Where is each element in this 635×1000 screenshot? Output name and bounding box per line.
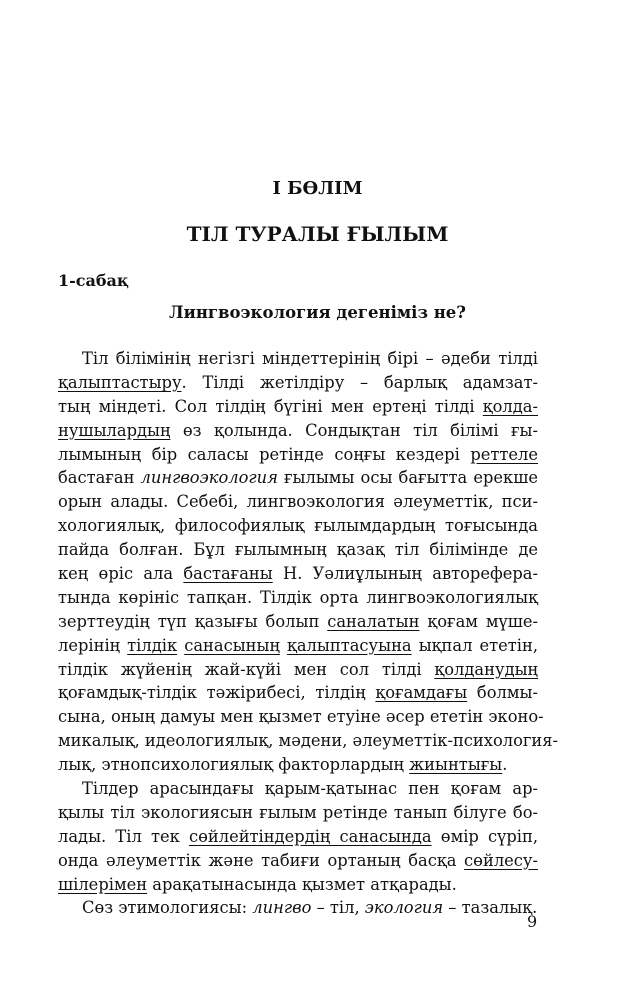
body-text [58, 347, 559, 920]
text-segment: хологиялық, философиялық ғылымдардың тоғысында [58, 516, 538, 536]
text-line [58, 586, 538, 610]
text-segment: кең өріс ала [58, 564, 184, 584]
underlined-term: санасының [184, 635, 280, 655]
text-segment: зерттеудің түп қазығы болып [58, 611, 328, 631]
text-segment: өмір сүріп, [431, 826, 539, 846]
text-line [58, 681, 538, 705]
text-line [58, 801, 538, 825]
italic-term: лингво [252, 898, 312, 918]
underlined-term: қоғамдағы [375, 683, 468, 703]
lesson-label: 1-сабақ [58, 271, 129, 290]
text-segment: ықпал ететін, [411, 635, 538, 655]
text-line [58, 538, 538, 562]
text-segment: – тіл, [311, 898, 365, 918]
text-line [58, 753, 538, 777]
text-line [58, 777, 538, 801]
part-title: І БӨЛІМ [272, 178, 363, 199]
text-line [58, 514, 538, 538]
text-segment: Сөз этимологиясы: [82, 898, 253, 918]
text-segment: онда әлеуметтік және табиғи ортаның басқа [58, 850, 465, 870]
text-segment: бастаған [58, 468, 141, 488]
text-line [58, 419, 538, 443]
text-line [58, 634, 538, 658]
text-line [58, 371, 538, 395]
section-title: ТІЛ ТУРАЛЫ ҒЫЛЫМ [186, 222, 449, 246]
underlined-term: сөйлейтіндердің санасында [188, 826, 432, 846]
underlined-term: тілдік [127, 635, 178, 655]
italic-term: экология [364, 898, 444, 918]
text-line [58, 873, 538, 897]
text-segment: Н. Уәлиұлының авторефера- [272, 564, 538, 584]
text-line [58, 395, 538, 419]
text-line [58, 490, 538, 514]
text-segment: қылы тіл экологиясын ғылым ретінде танып білуге бо- [58, 802, 538, 822]
text-segment: лерінің [58, 635, 128, 655]
text-segment: ғылымы осы бағытта ерекше [277, 468, 538, 488]
text-segment: арақатынасында қызмет атқарады. [147, 874, 457, 894]
text-segment: өз қолында. Сондықтан тіл білімі ғы- [170, 420, 538, 440]
text-segment: тында көрініс тапқан. Тілдік орта лингвоэкологиялық [58, 587, 538, 607]
text-segment: тың міндеті. Сол тілдің бүгіні мен ертеңі тілді [58, 396, 483, 416]
page-number: 9 [527, 912, 538, 931]
text-segment: – тазалық. [443, 898, 538, 918]
text-line [58, 347, 538, 371]
text-segment: лымының бір саласы ретінде соңғы кездері [58, 444, 471, 464]
text-segment: микалық, идеологиялық, мәдени, әлеуметтік-психология- [58, 731, 559, 751]
text-line [58, 849, 538, 873]
text-line [58, 825, 538, 849]
italic-term: лингвоэкология [140, 468, 278, 488]
text-segment: орын алады. Себебі, лингвоэкология әлеуметтік, пси- [58, 492, 538, 512]
underlined-term: саналатын [327, 611, 420, 631]
underlined-term: бастағаны [183, 564, 273, 584]
text-line [58, 443, 538, 467]
text-line [58, 658, 538, 682]
text-segment: Тіл білімінің негізгі міндеттерінің бірі – әдеби тілді [82, 349, 538, 368]
text-segment: сына, оның дамуы мен қызмет етуіне әсер ететін эконо- [58, 707, 544, 727]
text-segment [280, 636, 287, 655]
text-line [58, 466, 538, 490]
text-segment: лық, этнопсихологиялық факторлардың [58, 755, 410, 775]
text-segment: Тілдер арасындағы қарым-қатынас пен қоғам ар- [82, 779, 538, 799]
underlined-term: шілерімен [58, 874, 148, 894]
text-segment: болмы- [467, 683, 538, 703]
text-line [58, 562, 538, 586]
text-line [58, 729, 559, 753]
underlined-term: қалыптастыру [58, 372, 182, 392]
text-segment: тілдік жүйенің жай-күйі мен сол тілді [58, 659, 435, 679]
underlined-term: реттеле [470, 444, 538, 464]
lesson-title: Лингвоэкология дегеніміз не? [169, 303, 466, 322]
underlined-term: жиынтығы [409, 755, 503, 775]
text-segment: лады. Тіл тек [58, 826, 189, 846]
underlined-term: қолда- [482, 396, 538, 416]
text-line [58, 610, 538, 634]
underlined-term: қалыптасуына [286, 635, 412, 655]
underlined-term: нушылардың [58, 420, 171, 440]
text-segment: . Тілді жетілдіру – барлық адамзат- [181, 372, 538, 392]
underlined-term: сөйлесу- [464, 850, 538, 870]
text-line [58, 896, 538, 920]
text-segment: қоғамдық-тілдік тәжірибесі, тілдің [58, 683, 376, 703]
text-segment: . [502, 755, 508, 775]
underlined-term: қолданудың [434, 659, 538, 679]
text-segment: қоғам мүше- [419, 611, 538, 631]
text-line [58, 705, 544, 729]
text-segment: пайда болған. Бұл ғылымның қазақ тіл білімінде де [58, 540, 538, 560]
